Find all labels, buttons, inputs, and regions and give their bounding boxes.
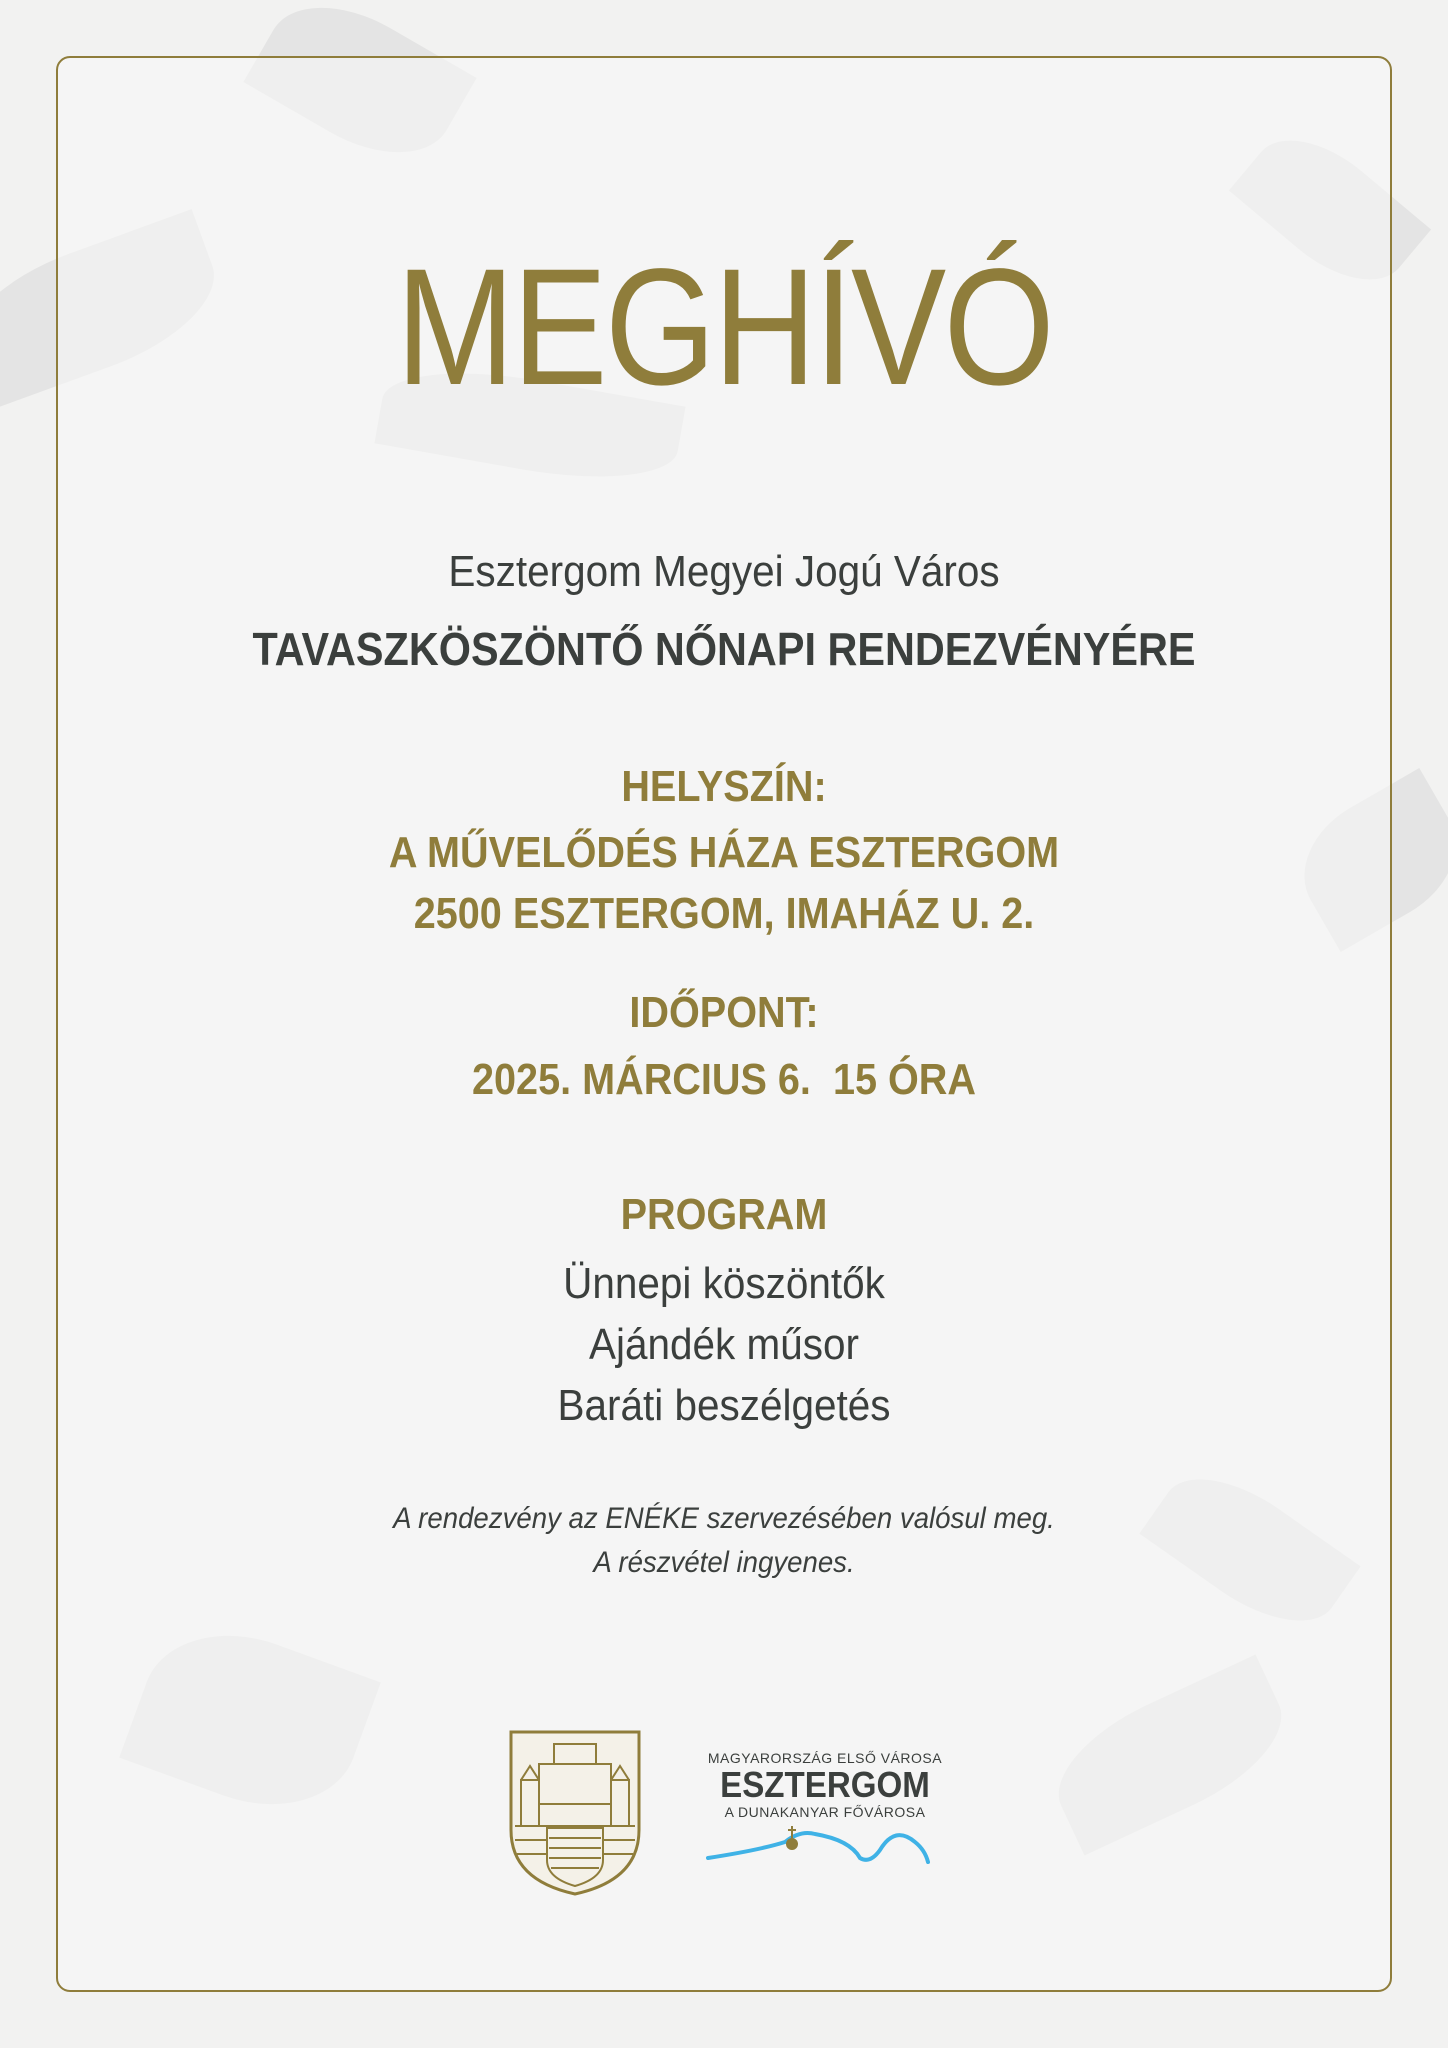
esztergom-city-logo xyxy=(700,1750,950,1875)
logo-city-name: ESZTERGOM xyxy=(720,1764,930,1805)
invitation-title: MEGHÍVÓ xyxy=(395,235,1053,420)
program-label: PROGRAM xyxy=(620,1190,828,1239)
host-name: Esztergom Megyei Jogú Város xyxy=(448,547,1000,596)
program-item: Baráti beszélgetés xyxy=(557,1381,891,1430)
venue-address: 2500 ESZTERGOM, IMAHÁZ U. 2. xyxy=(413,889,1035,938)
program-item: Ünnepi köszöntők xyxy=(563,1259,885,1308)
logo-tagline-top: MAGYARORSZÁG ELSŐ VÁROSA xyxy=(707,1750,943,1766)
time-label: IDŐPONT: xyxy=(629,988,819,1037)
logo-tagline-bottom: A DUNAKANYAR FŐVÁROSA xyxy=(724,1804,926,1820)
danube-river-icon xyxy=(700,1820,950,1870)
venue-name: A MŰVELŐDÉS HÁZA ESZTERGOM xyxy=(388,828,1060,877)
esztergom-coat-of-arms-logo xyxy=(509,1730,641,1896)
event-name: TAVASZKÖSZÖNTŐ NŐNAPI RENDEZVÉNYÉRE xyxy=(252,623,1196,675)
venue-label: HELYSZÍN: xyxy=(621,762,827,811)
time-value: 2025. MÁRCIUS 6. 15 ÓRA xyxy=(472,1055,976,1104)
organizer-note: A rendezvény az ENÉKE szervezésében valósul meg. xyxy=(393,1502,1055,1535)
free-entry-note: A részvétel ingyenes. xyxy=(593,1546,855,1579)
program-item: Ajándék műsor xyxy=(588,1320,859,1369)
